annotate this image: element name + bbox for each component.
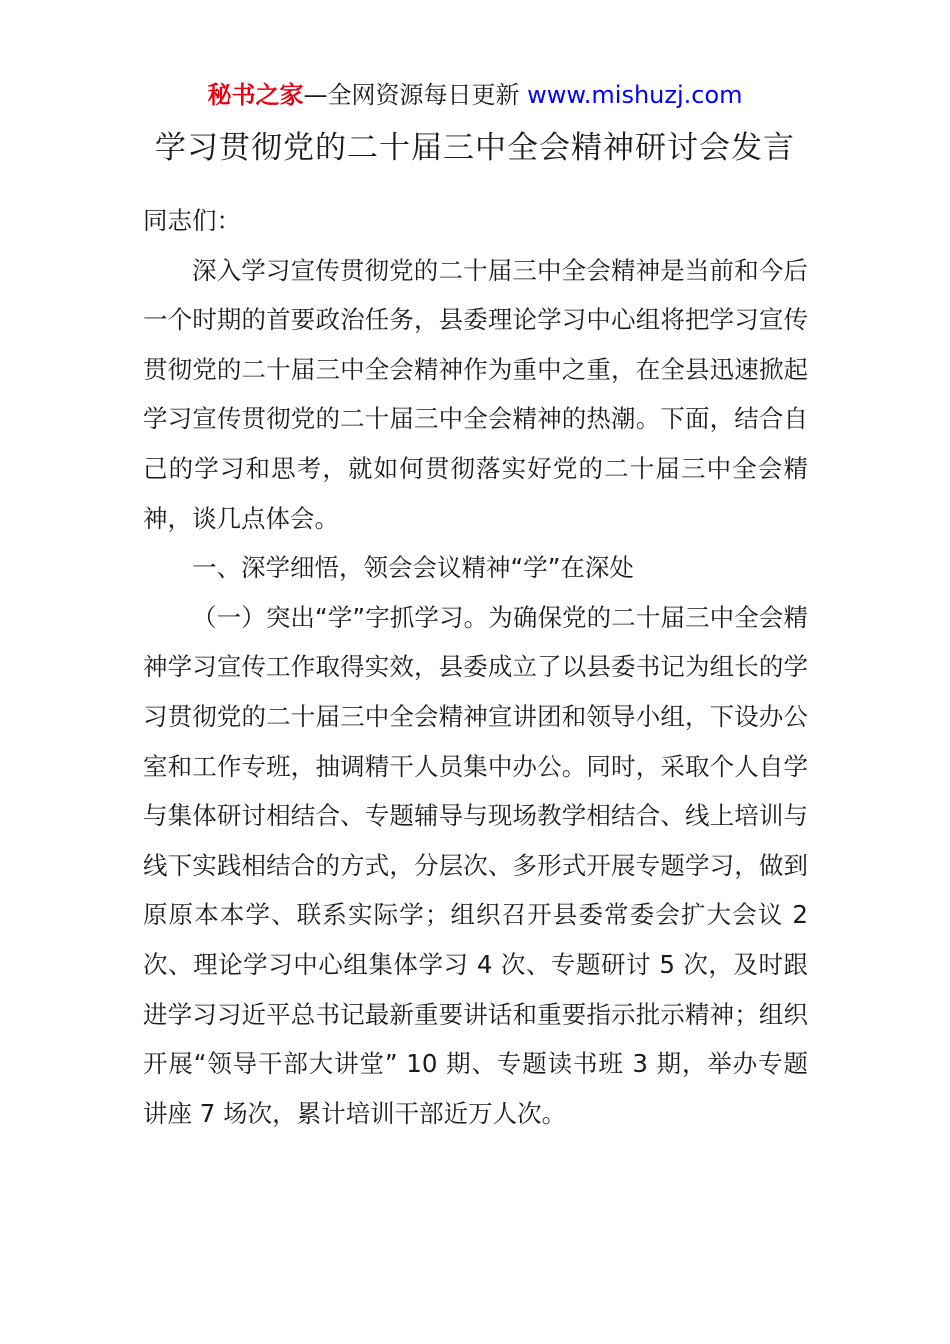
paragraph-intro: 深入学习宣传贯彻党的二十届三中全会精神是当前和今后一个时期的首要政治任务，县委理论学习中心组将把学习宣传贯彻党的二十届三中全会精神作为重中之重，在全县迅速掀起学习宣传贯彻党的二十届三中全会精神的热潮。下面，结合自己的学习和思考，就如何贯彻落实好党的二十届三中全会精神，谈几点体会。 bbox=[143, 255, 808, 533]
brand-name: 秘书之家 bbox=[207, 81, 304, 109]
site-url[interactable]: www.mishuzj.com bbox=[527, 81, 743, 109]
salutation: 同志们： bbox=[143, 206, 241, 235]
header-tagline: —全网资源每日更新 bbox=[303, 81, 520, 109]
section-heading-1: 一、深学细悟，领会会议精神“学”在深处 bbox=[192, 553, 634, 583]
document-title: 学习贯彻党的二十届三中全会精神研讨会发言 bbox=[155, 130, 795, 166]
site-header bbox=[0, 78, 950, 112]
paragraph-section-1-1: （一）突出“学”字抓学习。为确保党的二十届三中全会精神学习宣传工作取得实效，县委成立了以县委书记为组长的学习贯彻党的二十届三中全会精神宣讲团和领导小组，下设办公室和工作专班，抽调精干人员集中办公。同时，采取个人自学与集体研讨相结合、专题辅导与现场教学相结合、线上培训与线下实践相结合的方式，分层次、多形式开展专题学习，做到原原本本学、联系实际学；组织召开县委常委会扩大会议 2 次、理论学习中心组集体学习 4 次、专题研讨 5 次，及时跟进学习习近平总书记最新重要讲话和重要指示批示精神；组织开展“领导干部大讲堂” 10 期、专题读书班 3 期，举办专题讲座 7 场次，累计培训干部近万人次。 bbox=[143, 602, 808, 1128]
document-body bbox=[143, 196, 808, 1138]
